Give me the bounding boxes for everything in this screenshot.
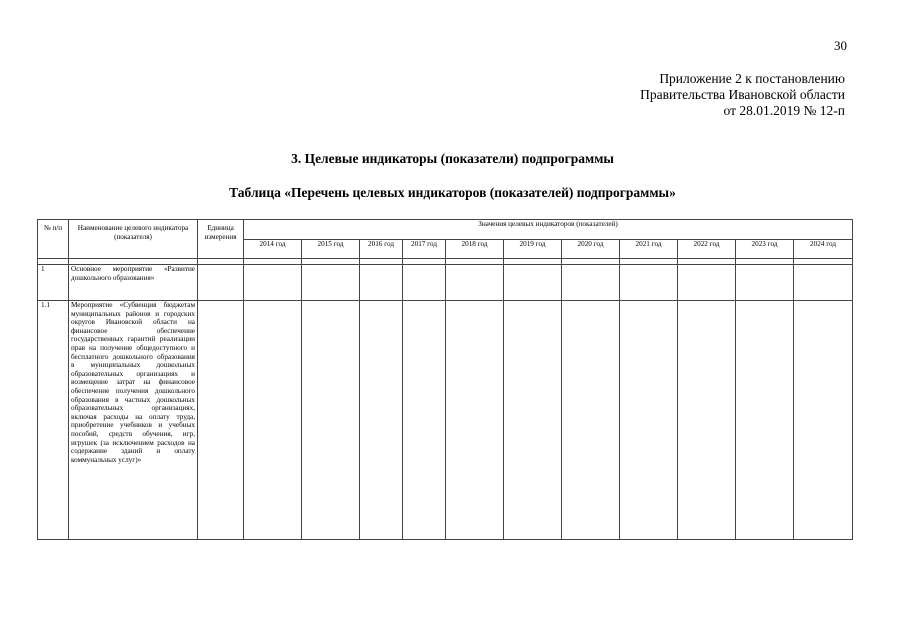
row-unit bbox=[198, 265, 244, 301]
value-cell bbox=[302, 265, 360, 301]
approval-block bbox=[640, 71, 845, 119]
header-year: 2019 год bbox=[504, 240, 562, 259]
header-year: 2024 год bbox=[794, 240, 853, 259]
header-num: № п/п bbox=[38, 220, 69, 259]
value-cell bbox=[794, 265, 853, 301]
value-cell bbox=[504, 301, 562, 540]
approval-line-1: Приложение 2 к постановлению bbox=[659, 71, 845, 86]
value-cell bbox=[360, 265, 403, 301]
value-cell bbox=[446, 265, 504, 301]
table-row bbox=[38, 265, 853, 301]
section-title: 3. Целевые индикаторы (показатели) подпрограммы bbox=[291, 151, 614, 166]
value-cell bbox=[620, 265, 678, 301]
value-cell bbox=[504, 265, 562, 301]
approval-line-3: от 28.01.2019 № 12-п bbox=[723, 103, 845, 118]
value-cell bbox=[736, 301, 794, 540]
value-cell bbox=[794, 301, 853, 540]
header-year: 2016 год bbox=[360, 240, 403, 259]
value-cell bbox=[244, 301, 302, 540]
value-cell bbox=[403, 301, 446, 540]
value-cell bbox=[562, 265, 620, 301]
header-name: Наименование целевого индикатора (показателя) bbox=[69, 220, 198, 259]
table-row bbox=[38, 301, 853, 540]
row-name: Основное мероприятие «Развитие дошкольного образования» bbox=[69, 265, 198, 301]
row-unit bbox=[198, 301, 244, 540]
header-year: 2017 год bbox=[403, 240, 446, 259]
table-title: Таблица «Перечень целевых индикаторов (показателей) подпрограммы» bbox=[229, 185, 676, 200]
value-cell bbox=[562, 301, 620, 540]
value-cell bbox=[446, 301, 504, 540]
header-year: 2014 год bbox=[244, 240, 302, 259]
page-number: 30 bbox=[834, 38, 847, 53]
header-values: Значения целевых индикаторов (показателей) bbox=[244, 220, 853, 240]
header-row bbox=[38, 220, 853, 240]
approval-line-2: Правительства Ивановской области bbox=[640, 87, 845, 102]
row-num: 1.1 bbox=[38, 301, 69, 540]
value-cell bbox=[403, 265, 446, 301]
header-year: 2020 год bbox=[562, 240, 620, 259]
header-year: 2022 год bbox=[678, 240, 736, 259]
value-cell bbox=[678, 301, 736, 540]
row-num: 1 bbox=[38, 265, 69, 301]
indicators-table bbox=[37, 219, 853, 540]
header-year: 2021 год bbox=[620, 240, 678, 259]
value-cell bbox=[302, 301, 360, 540]
value-cell bbox=[360, 301, 403, 540]
value-cell bbox=[620, 301, 678, 540]
value-cell bbox=[678, 265, 736, 301]
header-unit: Единица измерения bbox=[198, 220, 244, 259]
value-cell bbox=[736, 265, 794, 301]
header-year: 2023 год bbox=[736, 240, 794, 259]
header-year: 2015 год bbox=[302, 240, 360, 259]
row-name: Мероприятие «Субвенция бюджетам муниципальных районов и городских округов Ивановской области на финансовое обеспечение государственных гарантий реализации прав на получение общедоступного и бесплатного дошкольного образования в муниципальных дошкольных образовательных организациях и возмещение затрат на финансовое обеспечение получения дошкольного образования в частных дошкольных образовательных организациях, включая расходы на оплату труда, приобретение учебников и учебных пособий, средств обучения, игр, игрушек (за исключением расходов на содержание зданий и оплату коммунальных услуг)» bbox=[69, 301, 198, 540]
header-year: 2018 год bbox=[446, 240, 504, 259]
value-cell bbox=[244, 265, 302, 301]
